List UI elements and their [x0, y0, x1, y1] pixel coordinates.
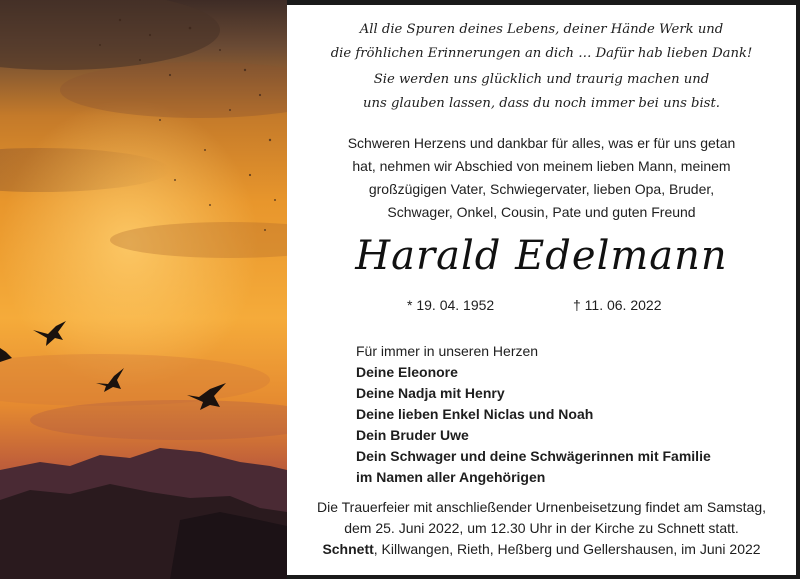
mourner-name: Deine lieben Enkel Niclas und Noah — [356, 406, 594, 422]
mourner-name: Deine Eleonore — [356, 364, 458, 380]
deceased-name: Harald Edelmann — [355, 233, 728, 279]
intro-line: hat, nehmen wir Abschied von meinem lieben Mann, meinem — [352, 158, 731, 174]
birth-date: * 19. 04. 1952 — [407, 297, 495, 313]
mourner-name: Dein Bruder Uwe — [356, 427, 469, 443]
intro-line: Schweren Herzens und dankbar für alles, was er für uns getan — [347, 135, 736, 151]
poem-line: uns glauben lassen, dass du noch immer bei uns bist. — [363, 96, 720, 111]
funeral-info — [287, 497, 796, 560]
death-date: † 11. 06. 2022 — [573, 297, 662, 313]
poem-line: die fröhlichen Erinnerungen an dich … Dafür hab lieben Dank! — [330, 46, 753, 61]
mourners-list — [356, 341, 776, 488]
intro-line: großzügigen Vater, Schwiegervater, lieben Opa, Bruder, — [368, 181, 715, 197]
intro-text — [287, 132, 796, 224]
poem-stanza-1 — [287, 18, 796, 66]
mourner-name: im Namen aller Angehörigen — [356, 469, 546, 485]
place-rest: , Killwangen, Rieth, Heßberg und Gellershausen, im Juni 2022 — [373, 541, 761, 557]
intro-line: Schwager, Onkel, Cousin, Pate und guten Freund — [387, 204, 696, 220]
poem-line: Sie werden uns glücklich und traurig machen und — [373, 72, 710, 87]
place-name: Schnett — [322, 541, 374, 557]
life-dates — [287, 297, 796, 319]
funeral-line: Die Trauerfeier mit anschließender Urnenbeisetzung findet am Samstag, — [317, 499, 766, 515]
poem-line: All die Spuren deines Lebens, deiner Hände Werk und — [359, 22, 724, 37]
place-date-line — [287, 539, 796, 560]
mourners-lead: Für immer in unseren Herzen — [356, 343, 539, 359]
sunset-photo — [0, 0, 287, 579]
mourner-name: Dein Schwager und deine Schwägerinnen mit Familie — [356, 448, 711, 464]
poem-stanza-2 — [287, 68, 796, 116]
mourner-name: Deine Nadja mit Henry — [356, 385, 505, 401]
obituary-text-panel — [287, 5, 796, 575]
funeral-line: dem 25. Juni 2022, um 12.30 Uhr in der Kirche zu Schnett statt. — [344, 520, 739, 536]
sunset-geese-icon — [0, 0, 287, 579]
